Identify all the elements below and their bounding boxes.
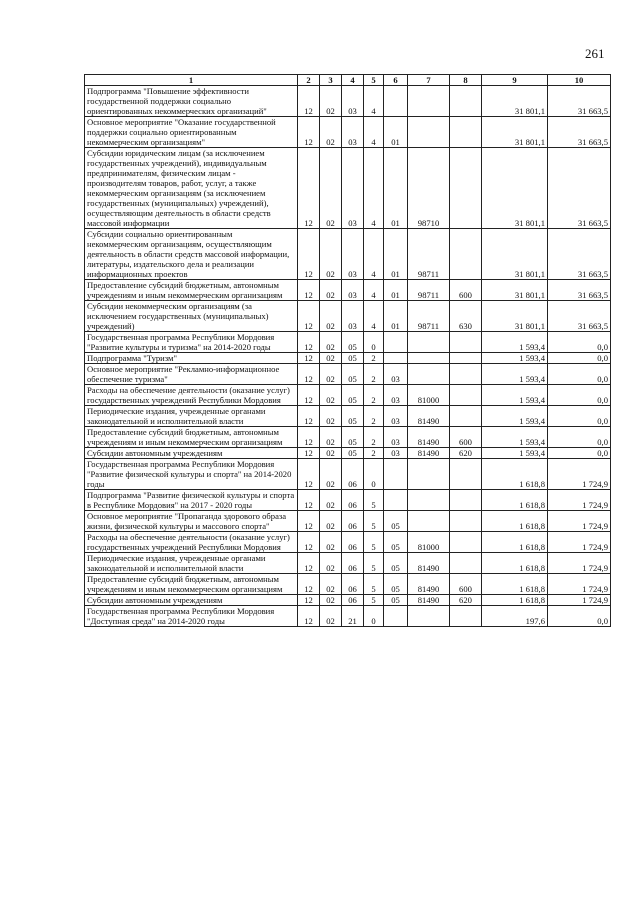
program-code-cell: 05 xyxy=(342,448,364,459)
row-name-cell: Основное мероприятие "Рекламно-информационное обеспечение туризма" xyxy=(85,364,298,385)
program-code-cell: 05 xyxy=(342,332,364,353)
subprogram-code-cell: 4 xyxy=(364,280,384,301)
amount-2019-cell: 1 618,8 xyxy=(482,574,548,595)
amount-2019-cell: 197,6 xyxy=(482,606,548,627)
expense-type-cell xyxy=(450,406,482,427)
amount-2020-cell: 0,0 xyxy=(548,606,611,627)
event-code-cell xyxy=(384,332,408,353)
amount-2019-cell: 1 618,8 xyxy=(482,459,548,490)
table-row xyxy=(85,459,611,490)
subsection-code-cell: 02 xyxy=(320,229,342,280)
event-code-cell: 05 xyxy=(384,553,408,574)
expense-type-cell: 620 xyxy=(450,595,482,606)
event-code-cell: 05 xyxy=(384,595,408,606)
event-code-cell: 01 xyxy=(384,117,408,148)
event-code-cell xyxy=(384,606,408,627)
row-name-cell: Государственная программа Республики Мордовия "Развитие культуры и туризма" на 2014-2020 годы xyxy=(85,332,298,353)
column-header: 7 xyxy=(408,75,450,86)
column-header: 2 xyxy=(298,75,320,86)
table-row xyxy=(85,280,611,301)
subprogram-code-cell: 4 xyxy=(364,301,384,332)
program-code-cell: 21 xyxy=(342,606,364,627)
direction-code-cell: 81490 xyxy=(408,406,450,427)
amount-2020-cell: 1 724,9 xyxy=(548,532,611,553)
amount-2019-cell: 31 801,1 xyxy=(482,148,548,229)
direction-code-cell xyxy=(408,606,450,627)
direction-code-cell xyxy=(408,353,450,364)
amount-2020-cell: 31 663,5 xyxy=(548,229,611,280)
column-header: 8 xyxy=(450,75,482,86)
subprogram-code-cell: 5 xyxy=(364,595,384,606)
program-code-cell: 03 xyxy=(342,229,364,280)
subsection-code-cell: 02 xyxy=(320,406,342,427)
table-row xyxy=(85,595,611,606)
section-code-cell: 12 xyxy=(298,332,320,353)
amount-2020-cell: 0,0 xyxy=(548,364,611,385)
amount-2020-cell: 31 663,5 xyxy=(548,117,611,148)
program-code-cell: 06 xyxy=(342,511,364,532)
section-code-cell: 12 xyxy=(298,364,320,385)
subprogram-code-cell: 5 xyxy=(364,553,384,574)
amount-2020-cell: 0,0 xyxy=(548,332,611,353)
section-code-cell: 12 xyxy=(298,229,320,280)
section-code-cell: 12 xyxy=(298,353,320,364)
subprogram-code-cell: 5 xyxy=(364,532,384,553)
event-code-cell: 05 xyxy=(384,574,408,595)
amount-2020-cell: 0,0 xyxy=(548,448,611,459)
program-code-cell: 03 xyxy=(342,148,364,229)
amount-2019-cell: 31 801,1 xyxy=(482,280,548,301)
row-name-cell: Расходы на обеспечение деятельности (оказание услуг) государственных учреждений Республики Мордовия xyxy=(85,385,298,406)
table-row xyxy=(85,86,611,117)
table-row xyxy=(85,148,611,229)
expense-type-cell xyxy=(450,606,482,627)
program-code-cell: 05 xyxy=(342,364,364,385)
column-header: 1 xyxy=(85,75,298,86)
direction-code-cell xyxy=(408,511,450,532)
program-code-cell: 06 xyxy=(342,532,364,553)
section-code-cell: 12 xyxy=(298,86,320,117)
subprogram-code-cell: 4 xyxy=(364,148,384,229)
program-code-cell: 06 xyxy=(342,490,364,511)
section-code-cell: 12 xyxy=(298,406,320,427)
event-code-cell: 01 xyxy=(384,280,408,301)
table-row xyxy=(85,229,611,280)
subprogram-code-cell: 2 xyxy=(364,427,384,448)
direction-code-cell xyxy=(408,364,450,385)
amount-2020-cell: 0,0 xyxy=(548,427,611,448)
expense-type-cell xyxy=(450,148,482,229)
amount-2020-cell: 1 724,9 xyxy=(548,574,611,595)
event-code-cell: 03 xyxy=(384,448,408,459)
expense-type-cell xyxy=(450,511,482,532)
column-header: 5 xyxy=(364,75,384,86)
direction-code-cell: 98710 xyxy=(408,148,450,229)
amount-2020-cell: 0,0 xyxy=(548,353,611,364)
section-code-cell: 12 xyxy=(298,280,320,301)
expense-type-cell: 600 xyxy=(450,574,482,595)
section-code-cell: 12 xyxy=(298,148,320,229)
row-name-cell: Периодические издания, учрежденные органами законодательной и исполнительной власти xyxy=(85,553,298,574)
table-body xyxy=(85,86,611,627)
table-row xyxy=(85,301,611,332)
direction-code-cell xyxy=(408,332,450,353)
subprogram-code-cell: 5 xyxy=(364,490,384,511)
subsection-code-cell: 02 xyxy=(320,332,342,353)
section-code-cell: 12 xyxy=(298,427,320,448)
amount-2019-cell: 1 593,4 xyxy=(482,364,548,385)
expense-type-cell xyxy=(450,353,482,364)
section-code-cell: 12 xyxy=(298,459,320,490)
expense-type-cell xyxy=(450,86,482,117)
direction-code-cell: 98711 xyxy=(408,229,450,280)
amount-2020-cell: 0,0 xyxy=(548,406,611,427)
event-code-cell: 03 xyxy=(384,427,408,448)
event-code-cell xyxy=(384,490,408,511)
table-row xyxy=(85,606,611,627)
expense-type-cell xyxy=(450,553,482,574)
direction-code-cell: 81490 xyxy=(408,574,450,595)
amount-2019-cell: 31 801,1 xyxy=(482,117,548,148)
row-name-cell: Предоставление субсидий бюджетным, автономным учреждениям и иным некоммерческим организациям xyxy=(85,280,298,301)
table-header-row xyxy=(85,75,611,86)
subprogram-code-cell: 0 xyxy=(364,332,384,353)
subprogram-code-cell: 4 xyxy=(364,86,384,117)
row-name-cell: Предоставление субсидий бюджетным, автономным учреждениям и иным некоммерческим организациям xyxy=(85,427,298,448)
subsection-code-cell: 02 xyxy=(320,574,342,595)
program-code-cell: 03 xyxy=(342,280,364,301)
subsection-code-cell: 02 xyxy=(320,301,342,332)
subsection-code-cell: 02 xyxy=(320,532,342,553)
program-code-cell: 06 xyxy=(342,553,364,574)
column-header: 6 xyxy=(384,75,408,86)
program-code-cell: 05 xyxy=(342,353,364,364)
subsection-code-cell: 02 xyxy=(320,364,342,385)
event-code-cell xyxy=(384,353,408,364)
budget-table xyxy=(84,74,611,627)
row-name-cell: Субсидии юридическим лицам (за исключением государственных учреждений), индивидуальным предпринимателям, физическим лицам - производителям товаров, работ, услуг, а также некоммерческим организациям (за исключением государственных (муниципальных) учреждений), осуществляющим деятельность в области средств массовой информации xyxy=(85,148,298,229)
amount-2020-cell: 1 724,9 xyxy=(548,595,611,606)
table-row xyxy=(85,385,611,406)
row-name-cell: Государственная программа Республики Мордовия "Доступная среда" на 2014-2020 годы xyxy=(85,606,298,627)
amount-2019-cell: 1 618,8 xyxy=(482,490,548,511)
amount-2020-cell: 31 663,5 xyxy=(548,280,611,301)
amount-2019-cell: 1 593,4 xyxy=(482,448,548,459)
expense-type-cell: 630 xyxy=(450,301,482,332)
amount-2020-cell: 1 724,9 xyxy=(548,511,611,532)
program-code-cell: 03 xyxy=(342,301,364,332)
section-code-cell: 12 xyxy=(298,490,320,511)
direction-code-cell xyxy=(408,490,450,511)
column-header: 9 xyxy=(482,75,548,86)
subsection-code-cell: 02 xyxy=(320,280,342,301)
table-row xyxy=(85,353,611,364)
amount-2019-cell: 1 593,4 xyxy=(482,385,548,406)
expense-type-cell xyxy=(450,229,482,280)
row-name-cell: Периодические издания, учрежденные органами законодательной и исполнительной власти xyxy=(85,406,298,427)
program-code-cell: 06 xyxy=(342,574,364,595)
row-name-cell: Основное мероприятие "Пропаганда здорового образа жизни, физической культуры и массового спорта" xyxy=(85,511,298,532)
amount-2020-cell: 31 663,5 xyxy=(548,148,611,229)
subsection-code-cell: 02 xyxy=(320,427,342,448)
section-code-cell: 12 xyxy=(298,117,320,148)
subprogram-code-cell: 2 xyxy=(364,448,384,459)
direction-code-cell: 98711 xyxy=(408,280,450,301)
expense-type-cell xyxy=(450,459,482,490)
column-header: 3 xyxy=(320,75,342,86)
expense-type-cell: 600 xyxy=(450,280,482,301)
subprogram-code-cell: 2 xyxy=(364,353,384,364)
program-code-cell: 05 xyxy=(342,427,364,448)
subsection-code-cell: 02 xyxy=(320,595,342,606)
subprogram-code-cell: 2 xyxy=(364,385,384,406)
event-code-cell xyxy=(384,459,408,490)
subprogram-code-cell: 5 xyxy=(364,574,384,595)
table-row xyxy=(85,427,611,448)
subsection-code-cell: 02 xyxy=(320,385,342,406)
row-name-cell: Подпрограмма "Развитие физической культуры и спорта в Республике Мордовия" на 2017 - 2020 годы xyxy=(85,490,298,511)
page-number: 261 xyxy=(585,46,605,61)
amount-2019-cell: 1 593,4 xyxy=(482,406,548,427)
amount-2020-cell: 0,0 xyxy=(548,385,611,406)
event-code-cell xyxy=(384,86,408,117)
subprogram-code-cell: 5 xyxy=(364,511,384,532)
subprogram-code-cell: 2 xyxy=(364,406,384,427)
expense-type-cell xyxy=(450,332,482,353)
direction-code-cell: 81490 xyxy=(408,553,450,574)
program-code-cell: 05 xyxy=(342,385,364,406)
table-row xyxy=(85,406,611,427)
program-code-cell: 03 xyxy=(342,86,364,117)
subprogram-code-cell: 2 xyxy=(364,364,384,385)
subsection-code-cell: 02 xyxy=(320,353,342,364)
expense-type-cell xyxy=(450,117,482,148)
section-code-cell: 12 xyxy=(298,606,320,627)
expense-type-cell xyxy=(450,385,482,406)
event-code-cell: 03 xyxy=(384,406,408,427)
amount-2020-cell: 31 663,5 xyxy=(548,301,611,332)
direction-code-cell xyxy=(408,117,450,148)
amount-2020-cell: 31 663,5 xyxy=(548,86,611,117)
direction-code-cell: 81490 xyxy=(408,427,450,448)
amount-2020-cell: 1 724,9 xyxy=(548,553,611,574)
subsection-code-cell: 02 xyxy=(320,148,342,229)
amount-2019-cell: 1 618,8 xyxy=(482,595,548,606)
table-row xyxy=(85,511,611,532)
expense-type-cell: 620 xyxy=(450,448,482,459)
section-code-cell: 12 xyxy=(298,301,320,332)
subprogram-code-cell: 0 xyxy=(364,606,384,627)
direction-code-cell: 81000 xyxy=(408,532,450,553)
table-row xyxy=(85,490,611,511)
amount-2020-cell: 1 724,9 xyxy=(548,490,611,511)
row-name-cell: Подпрограмма "Туризм" xyxy=(85,353,298,364)
amount-2019-cell: 1 593,4 xyxy=(482,332,548,353)
amount-2019-cell: 31 801,1 xyxy=(482,301,548,332)
row-name-cell: Основное мероприятие "Оказание государственной поддержки социально ориентированным некоммерческим организациям" xyxy=(85,117,298,148)
direction-code-cell: 81490 xyxy=(408,595,450,606)
section-code-cell: 12 xyxy=(298,511,320,532)
subprogram-code-cell: 4 xyxy=(364,229,384,280)
event-code-cell: 03 xyxy=(384,385,408,406)
subsection-code-cell: 02 xyxy=(320,553,342,574)
direction-code-cell xyxy=(408,86,450,117)
program-code-cell: 03 xyxy=(342,117,364,148)
table-row xyxy=(85,364,611,385)
section-code-cell: 12 xyxy=(298,595,320,606)
row-name-cell: Субсидии социально ориентированным некоммерческим организациям, осуществляющим деятельность в области средств массовой информации, литературы, издательского дела и реализации информационных проектов xyxy=(85,229,298,280)
event-code-cell: 01 xyxy=(384,229,408,280)
amount-2019-cell: 1 618,8 xyxy=(482,511,548,532)
expense-type-cell xyxy=(450,490,482,511)
row-name-cell: Субсидии некоммерческим организациям (за исключением государственных (муниципальных) учреждений) xyxy=(85,301,298,332)
subsection-code-cell: 02 xyxy=(320,448,342,459)
subprogram-code-cell: 0 xyxy=(364,459,384,490)
direction-code-cell: 81000 xyxy=(408,385,450,406)
amount-2019-cell: 1 618,8 xyxy=(482,532,548,553)
subsection-code-cell: 02 xyxy=(320,606,342,627)
column-header: 10 xyxy=(548,75,611,86)
row-name-cell: Расходы на обеспечение деятельности (оказание услуг) государственных учреждений Республики Мордовия xyxy=(85,532,298,553)
amount-2019-cell: 1 593,4 xyxy=(482,353,548,364)
row-name-cell: Подпрограмма "Повышение эффективности государственной поддержки социально ориентированных некоммерческих организаций" xyxy=(85,86,298,117)
amount-2019-cell: 31 801,1 xyxy=(482,86,548,117)
amount-2019-cell: 1 618,8 xyxy=(482,553,548,574)
subprogram-code-cell: 4 xyxy=(364,117,384,148)
program-code-cell: 05 xyxy=(342,406,364,427)
section-code-cell: 12 xyxy=(298,553,320,574)
amount-2019-cell: 1 593,4 xyxy=(482,427,548,448)
section-code-cell: 12 xyxy=(298,532,320,553)
expense-type-cell xyxy=(450,364,482,385)
table-row xyxy=(85,332,611,353)
section-code-cell: 12 xyxy=(298,385,320,406)
amount-2019-cell: 31 801,1 xyxy=(482,229,548,280)
direction-code-cell: 98711 xyxy=(408,301,450,332)
table-row xyxy=(85,532,611,553)
expense-type-cell xyxy=(450,532,482,553)
expense-type-cell: 600 xyxy=(450,427,482,448)
subsection-code-cell: 02 xyxy=(320,459,342,490)
section-code-cell: 12 xyxy=(298,574,320,595)
section-code-cell: 12 xyxy=(298,448,320,459)
row-name-cell: Субсидии автономным учреждениям xyxy=(85,595,298,606)
table-row xyxy=(85,448,611,459)
event-code-cell: 05 xyxy=(384,532,408,553)
row-name-cell: Предоставление субсидий бюджетным, автономным учреждениям и иным некоммерческим организациям xyxy=(85,574,298,595)
subsection-code-cell: 02 xyxy=(320,490,342,511)
row-name-cell: Государственная программа Республики Мордовия "Развитие физической культуры и спорта" на 2014-2020 годы xyxy=(85,459,298,490)
event-code-cell: 01 xyxy=(384,148,408,229)
subsection-code-cell: 02 xyxy=(320,117,342,148)
direction-code-cell: 81490 xyxy=(408,448,450,459)
subsection-code-cell: 02 xyxy=(320,511,342,532)
program-code-cell: 06 xyxy=(342,595,364,606)
event-code-cell: 03 xyxy=(384,364,408,385)
subsection-code-cell: 02 xyxy=(320,86,342,117)
direction-code-cell xyxy=(408,459,450,490)
column-header: 4 xyxy=(342,75,364,86)
table-row xyxy=(85,574,611,595)
program-code-cell: 06 xyxy=(342,459,364,490)
amount-2020-cell: 1 724,9 xyxy=(548,459,611,490)
table-row xyxy=(85,117,611,148)
event-code-cell: 05 xyxy=(384,511,408,532)
event-code-cell: 01 xyxy=(384,301,408,332)
row-name-cell: Субсидии автономным учреждениям xyxy=(85,448,298,459)
table-row xyxy=(85,553,611,574)
